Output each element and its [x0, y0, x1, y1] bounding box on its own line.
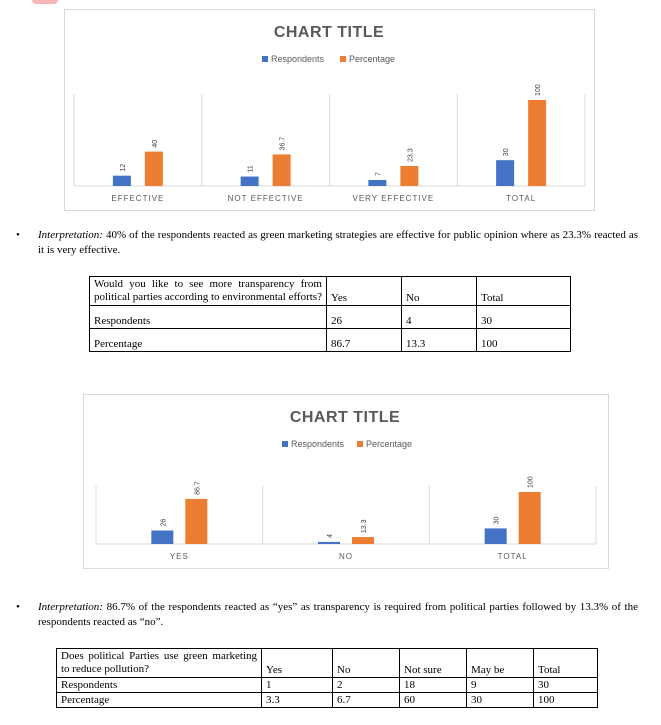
legend-percentage-swatch [357, 441, 363, 447]
table-2 [56, 648, 598, 708]
data-label: 30 [503, 148, 511, 157]
table-1-cell: 4 [402, 306, 477, 329]
chart-2-plot [96, 476, 596, 561]
bar-percentage-effective [145, 152, 163, 186]
table-2-cell: 60 [400, 693, 467, 708]
legend-percentage-label: Percentage [349, 54, 396, 64]
category-label: NO [339, 552, 353, 561]
bar-respondents-effective [113, 176, 131, 186]
bar-respondents-yes [151, 530, 173, 544]
table-row [90, 277, 571, 306]
table-2-header: Total [534, 649, 598, 678]
data-label: 26 [160, 518, 168, 527]
table-row [57, 693, 598, 708]
table-1-row-label: Percentage [90, 329, 327, 352]
bar-respondents-no [318, 542, 340, 544]
bar-respondents-total [496, 160, 514, 186]
interpretation-1-label: Interpretation: [38, 229, 103, 241]
data-label: 4 [327, 534, 334, 538]
table-2-header: Not sure [400, 649, 467, 678]
interpretation-2-label: Interpretation: [38, 601, 103, 613]
bar-respondents-very-effective [368, 180, 386, 186]
category-label: TOTAL [506, 194, 537, 203]
legend-respondents-label: Respondents [271, 54, 325, 64]
top-decoration [32, 0, 58, 4]
data-label: 86.7 [194, 481, 202, 495]
table-1-cell: 86.7 [327, 329, 402, 352]
table-2-cell: 1 [262, 678, 333, 693]
table-1-header-yes: Yes [327, 277, 402, 306]
chart-1-title: CHART TITLE [273, 24, 385, 41]
category-label: NOT EFFECTIVE [227, 194, 304, 203]
table-2-header: Yes [262, 649, 333, 678]
table-row [57, 649, 598, 678]
chart-1 [64, 9, 595, 211]
table-1-header-no: No [402, 277, 477, 306]
data-label: 7 [375, 172, 383, 176]
interpretation-1 [16, 228, 638, 258]
table-2-header: May be [467, 649, 534, 678]
table-2-cell: 9 [467, 678, 534, 693]
category-label: YES [169, 552, 189, 561]
bar-percentage-not-effective [273, 154, 291, 186]
table-2-row-label: Respondents [57, 678, 262, 693]
bar-percentage-very-effective [400, 166, 418, 186]
bullet-icon: • [16, 601, 20, 613]
table-1-cell: 100 [477, 329, 571, 352]
bar-respondents-not-effective [241, 177, 259, 186]
data-label: 13.3 [361, 519, 368, 534]
interpretation-1-text: 40% of the respondents reacted as green marketing strategies are effective for public opinion where as 23.3% reacted as it is very effective. [38, 229, 638, 256]
table-row [57, 678, 598, 693]
bullet-icon: • [16, 229, 20, 241]
chart-2-svg [84, 395, 608, 568]
chart-1-svg [65, 10, 594, 210]
category-label: TOTAL [497, 552, 528, 561]
data-label: 12 [119, 163, 127, 172]
table-row [90, 329, 571, 352]
data-label: 36.7 [279, 136, 287, 151]
table-2-cell: 2 [333, 678, 400, 693]
data-label: 11 [247, 165, 255, 173]
table-1-row-label: Respondents [90, 306, 327, 329]
bar-percentage-yes [185, 499, 207, 544]
bar-respondents-total [485, 528, 507, 544]
category-label: EFFECTIVE [111, 194, 165, 203]
chart-1-plot [74, 84, 585, 203]
legend-percentage-swatch [340, 56, 346, 62]
table-row [90, 306, 571, 329]
table-1-cell: 13.3 [402, 329, 477, 352]
table-1-cell: 26 [327, 306, 402, 329]
table-2-cell: 3.3 [262, 693, 333, 708]
table-1-cell: 30 [477, 306, 571, 329]
table-1 [89, 276, 571, 352]
bar-percentage-total [519, 492, 541, 544]
table-2-cell: 30 [467, 693, 534, 708]
legend-percentage-label: Percentage [366, 439, 413, 449]
data-label: 100 [527, 476, 535, 488]
interpretation-2-text: 86.7% of the respondents reacted as “yes” as transparency is required from political parties followed by 13.3% of the respondents reacted as “no”. [38, 601, 638, 628]
chart-2 [83, 394, 609, 569]
interpretation-2 [16, 600, 638, 630]
data-label: 40 [151, 139, 159, 148]
table-2-cell: 6.7 [333, 693, 400, 708]
table-2-cell: 30 [534, 678, 598, 693]
category-label: VERY EFFECTIVE [352, 194, 435, 203]
table-2-cell: 18 [400, 678, 467, 693]
legend-respondents-swatch [262, 56, 268, 62]
legend-respondents-swatch [282, 441, 288, 447]
table-1-header-total: Total [477, 277, 571, 306]
table-2-cell: 100 [534, 693, 598, 708]
legend-respondents-label: Respondents [291, 439, 345, 449]
bar-percentage-no [352, 537, 374, 544]
table-2-question: Does political Parties use green marketing to reduce pollution? [57, 649, 262, 678]
data-label: 23.3 [407, 148, 415, 162]
chart-2-title: CHART TITLE [289, 409, 401, 426]
table-1-question: Would you like to see more transparency from political parties according to environmental efforts? [90, 277, 327, 306]
data-label: 30 [493, 516, 501, 525]
bar-percentage-total [528, 100, 546, 186]
table-2-row-label: Percentage [57, 693, 262, 708]
table-2-header: No [333, 649, 400, 678]
data-label: 100 [535, 84, 543, 96]
